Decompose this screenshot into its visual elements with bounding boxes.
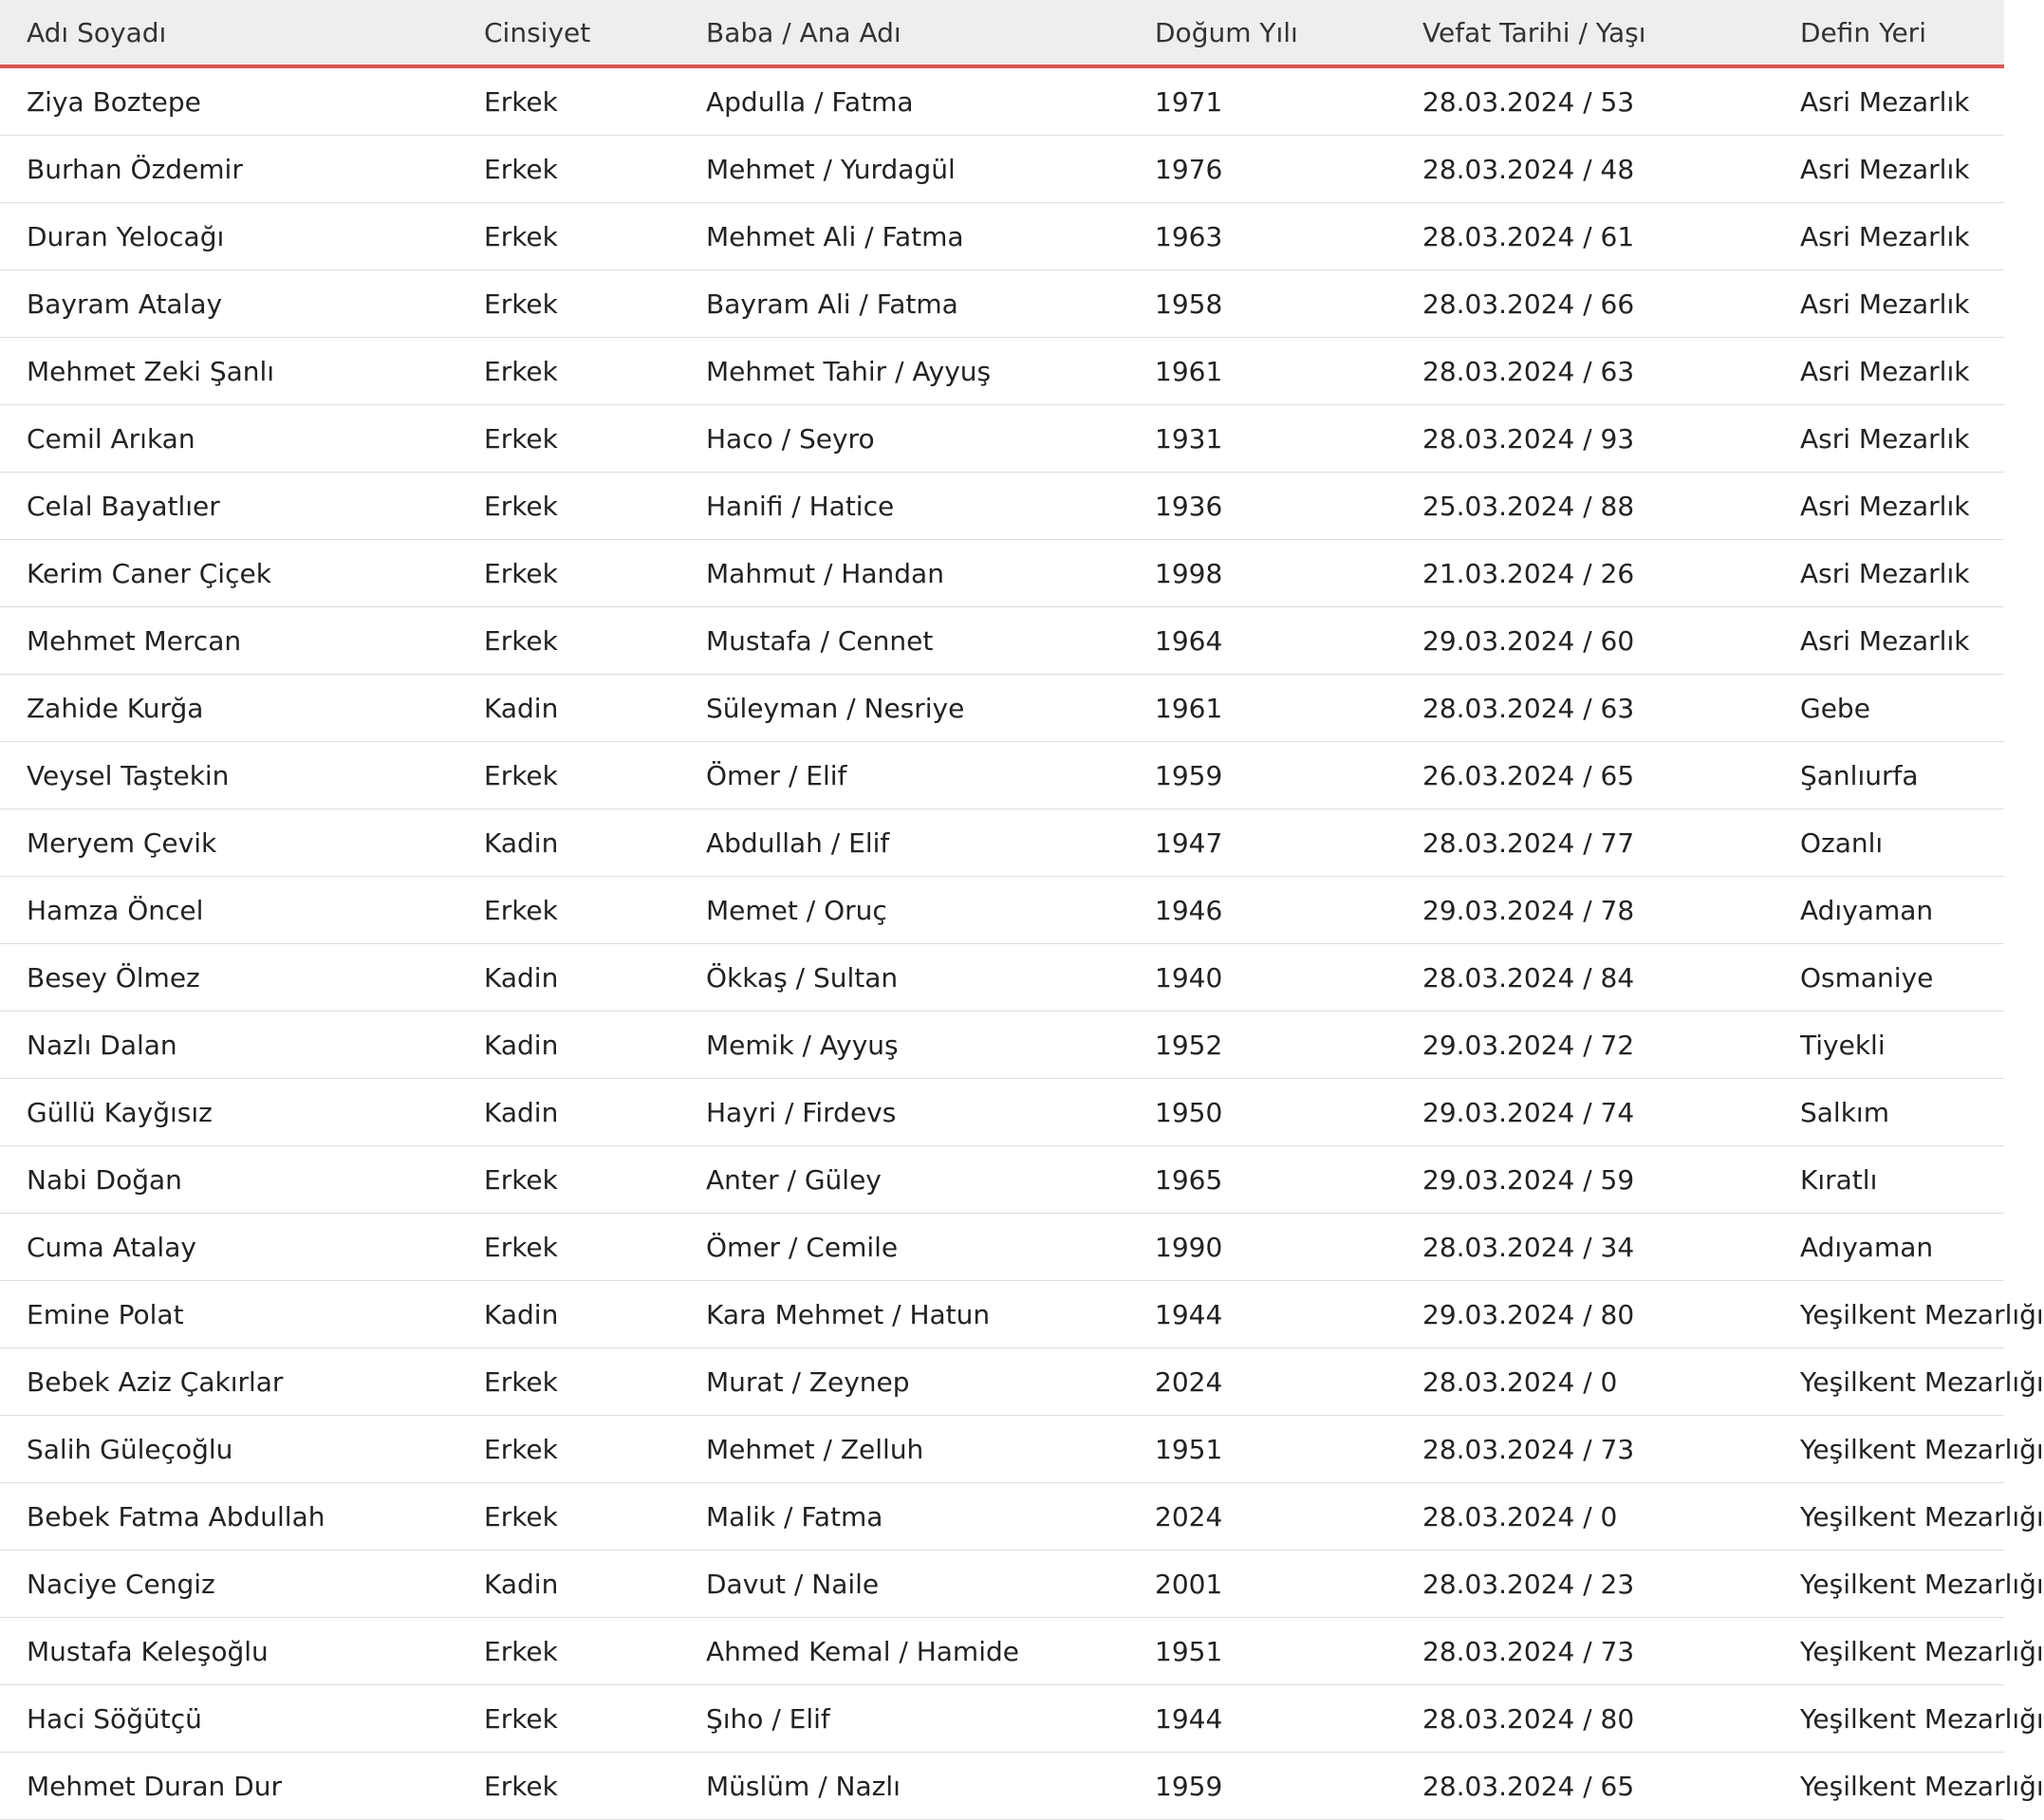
cell-death-date-age: 29.03.2024 / 72 bbox=[1396, 1012, 1774, 1079]
cell-gender: Erkek bbox=[457, 1618, 679, 1685]
table-row[interactable] bbox=[0, 1685, 2004, 1753]
cell-death-date-age: 28.03.2024 / 53 bbox=[1396, 66, 1774, 136]
table-row[interactable] bbox=[0, 540, 2004, 607]
table-row[interactable] bbox=[0, 1079, 2004, 1146]
cell-gender: Kadin bbox=[457, 1079, 679, 1146]
cell-parents: Ömer / Cemile bbox=[679, 1214, 1128, 1281]
table-row[interactable] bbox=[0, 338, 2004, 405]
table-row[interactable] bbox=[0, 1551, 2004, 1618]
cell-name: Nabi Doğan bbox=[0, 1146, 457, 1214]
cell-birth-year: 1950 bbox=[1128, 1079, 1396, 1146]
column-header-gender[interactable]: Cinsiyet bbox=[457, 0, 679, 66]
cell-burial-place: Asri Mezarlık bbox=[1774, 338, 2004, 405]
cell-death-date-age: 28.03.2024 / 73 bbox=[1396, 1416, 1774, 1483]
cell-birth-year: 1936 bbox=[1128, 473, 1396, 540]
cell-burial-place: Adıyaman bbox=[1774, 1214, 2004, 1281]
cell-parents: Ömer / Elif bbox=[679, 742, 1128, 809]
cell-burial-place: Yeşilkent Mezarlığı bbox=[1774, 1348, 2004, 1416]
cell-death-date-age: 29.03.2024 / 78 bbox=[1396, 877, 1774, 944]
cell-name: Mehmet Zeki Şanlı bbox=[0, 338, 457, 405]
cell-burial-place: Tiyekli bbox=[1774, 1012, 2004, 1079]
cell-parents: Memik / Ayyuş bbox=[679, 1012, 1128, 1079]
table-row[interactable] bbox=[0, 1146, 2004, 1214]
cell-death-date-age: 28.03.2024 / 84 bbox=[1396, 944, 1774, 1012]
cell-name: Mustafa Keleşoğlu bbox=[0, 1618, 457, 1685]
cell-parents: Süleyman / Nesriye bbox=[679, 675, 1128, 742]
table-row[interactable] bbox=[0, 473, 2004, 540]
cell-death-date-age: 28.03.2024 / 61 bbox=[1396, 203, 1774, 270]
cell-gender: Erkek bbox=[457, 338, 679, 405]
cell-death-date-age: 28.03.2024 / 48 bbox=[1396, 136, 1774, 203]
table-row[interactable] bbox=[0, 944, 2004, 1012]
cell-death-date-age: 28.03.2024 / 63 bbox=[1396, 675, 1774, 742]
cell-name: Haci Söğütçü bbox=[0, 1685, 457, 1753]
cell-gender: Kadin bbox=[457, 1012, 679, 1079]
cell-gender: Erkek bbox=[457, 1753, 679, 1820]
cell-name: Nazlı Dalan bbox=[0, 1012, 457, 1079]
cell-gender: Kadin bbox=[457, 1551, 679, 1618]
cell-parents: Memet / Oruç bbox=[679, 877, 1128, 944]
table-row[interactable] bbox=[0, 203, 2004, 270]
cell-name: Ziya Boztepe bbox=[0, 66, 457, 136]
cell-parents: Mehmet / Zelluh bbox=[679, 1416, 1128, 1483]
cell-birth-year: 1965 bbox=[1128, 1146, 1396, 1214]
table-row[interactable] bbox=[0, 136, 2004, 203]
cell-name: Bebek Fatma Abdullah bbox=[0, 1483, 457, 1551]
cell-birth-year: 1959 bbox=[1128, 742, 1396, 809]
cell-death-date-age: 28.03.2024 / 0 bbox=[1396, 1483, 1774, 1551]
cell-burial-place: Adıyaman bbox=[1774, 877, 2004, 944]
cell-name: Mehmet Duran Dur bbox=[0, 1753, 457, 1820]
cell-birth-year: 1951 bbox=[1128, 1416, 1396, 1483]
cell-burial-place: Asri Mezarlık bbox=[1774, 66, 2004, 136]
cell-gender: Erkek bbox=[457, 1416, 679, 1483]
cell-birth-year: 1958 bbox=[1128, 270, 1396, 338]
cell-name: Veysel Taştekin bbox=[0, 742, 457, 809]
cell-parents: Anter / Güley bbox=[679, 1146, 1128, 1214]
cell-birth-year: 2024 bbox=[1128, 1348, 1396, 1416]
table-row[interactable] bbox=[0, 1483, 2004, 1551]
column-header-birth-year[interactable]: Doğum Yılı bbox=[1128, 0, 1396, 66]
cell-parents: Ökkaş / Sultan bbox=[679, 944, 1128, 1012]
cell-parents: Ahmed Kemal / Hamide bbox=[679, 1618, 1128, 1685]
cell-name: Mehmet Mercan bbox=[0, 607, 457, 675]
cell-gender: Erkek bbox=[457, 742, 679, 809]
cell-death-date-age: 29.03.2024 / 74 bbox=[1396, 1079, 1774, 1146]
cell-death-date-age: 26.03.2024 / 65 bbox=[1396, 742, 1774, 809]
column-header-parents[interactable]: Baba / Ana Adı bbox=[679, 0, 1128, 66]
cell-death-date-age: 29.03.2024 / 59 bbox=[1396, 1146, 1774, 1214]
cell-name: Burhan Özdemir bbox=[0, 136, 457, 203]
cell-burial-place: Yeşilkent Mezarlığı bbox=[1774, 1753, 2004, 1820]
cell-gender: Erkek bbox=[457, 1214, 679, 1281]
cell-death-date-age: 29.03.2024 / 80 bbox=[1396, 1281, 1774, 1348]
table-row[interactable] bbox=[0, 877, 2004, 944]
cell-burial-place: Gebe bbox=[1774, 675, 2004, 742]
column-header-burial-place[interactable]: Defin Yeri bbox=[1774, 0, 2004, 66]
cell-birth-year: 1944 bbox=[1128, 1281, 1396, 1348]
cell-birth-year: 1940 bbox=[1128, 944, 1396, 1012]
cell-burial-place: Yeşilkent Mezarlığı bbox=[1774, 1618, 2004, 1685]
cell-parents: Mehmet Ali / Fatma bbox=[679, 203, 1128, 270]
cell-birth-year: 1947 bbox=[1128, 809, 1396, 877]
cell-name: Hamza Öncel bbox=[0, 877, 457, 944]
table-body bbox=[0, 66, 2044, 1820]
column-header-death-date-age[interactable]: Vefat Tarihi / Yaşı bbox=[1396, 0, 1774, 66]
cell-name: Cuma Atalay bbox=[0, 1214, 457, 1281]
table-row[interactable] bbox=[0, 675, 2004, 742]
cell-burial-place: Yeşilkent Mezarlığı bbox=[1774, 1685, 2004, 1753]
cell-death-date-age: 28.03.2024 / 23 bbox=[1396, 1551, 1774, 1618]
cell-burial-place: Yeşilkent Mezarlığı bbox=[1774, 1483, 2004, 1551]
cell-death-date-age: 25.03.2024 / 88 bbox=[1396, 473, 1774, 540]
cell-burial-place: Yeşilkent Mezarlığı bbox=[1774, 1416, 2004, 1483]
cell-birth-year: 1961 bbox=[1128, 675, 1396, 742]
cell-death-date-age: 28.03.2024 / 73 bbox=[1396, 1618, 1774, 1685]
table-row[interactable] bbox=[0, 66, 2004, 136]
cell-birth-year: 1961 bbox=[1128, 338, 1396, 405]
cell-birth-year: 2001 bbox=[1128, 1551, 1396, 1618]
cell-burial-place: Asri Mezarlık bbox=[1774, 473, 2004, 540]
cell-name: Güllü Kayğısız bbox=[0, 1079, 457, 1146]
cell-parents: Davut / Naile bbox=[679, 1551, 1128, 1618]
cell-name: Zahide Kurğa bbox=[0, 675, 457, 742]
table-row[interactable] bbox=[0, 1753, 2004, 1820]
table-row[interactable] bbox=[0, 1618, 2004, 1685]
cell-name: Celal Bayatlıer bbox=[0, 473, 457, 540]
cell-parents: Mehmet / Yurdagül bbox=[679, 136, 1128, 203]
cell-name: Cemil Arıkan bbox=[0, 405, 457, 473]
cell-birth-year: 1971 bbox=[1128, 66, 1396, 136]
cell-burial-place: Yeşilkent Mezarlığı bbox=[1774, 1281, 2004, 1348]
cell-gender: Erkek bbox=[457, 1483, 679, 1551]
cell-gender: Erkek bbox=[457, 540, 679, 607]
cell-burial-place: Asri Mezarlık bbox=[1774, 203, 2004, 270]
cell-parents: Haco / Seyro bbox=[679, 405, 1128, 473]
cell-burial-place: Asri Mezarlık bbox=[1774, 405, 2004, 473]
table-row[interactable] bbox=[0, 742, 2004, 809]
cell-birth-year: 1944 bbox=[1128, 1685, 1396, 1753]
cell-burial-place: Yeşilkent Mezarlığı bbox=[1774, 1551, 2004, 1618]
cell-birth-year: 1963 bbox=[1128, 203, 1396, 270]
table-row[interactable] bbox=[0, 1281, 2004, 1348]
cell-death-date-age: 21.03.2024 / 26 bbox=[1396, 540, 1774, 607]
cell-name: Bebek Aziz Çakırlar bbox=[0, 1348, 457, 1416]
cell-birth-year: 1990 bbox=[1128, 1214, 1396, 1281]
cell-parents: Hanifi / Hatice bbox=[679, 473, 1128, 540]
cell-birth-year: 1951 bbox=[1128, 1618, 1396, 1685]
cell-name: Duran Yelocağı bbox=[0, 203, 457, 270]
cell-name: Salih Güleçoğlu bbox=[0, 1416, 457, 1483]
cell-gender: Erkek bbox=[457, 1146, 679, 1214]
cell-parents: Murat / Zeynep bbox=[679, 1348, 1128, 1416]
cell-gender: Erkek bbox=[457, 66, 679, 136]
table-row[interactable] bbox=[0, 1012, 2004, 1079]
cell-gender: Erkek bbox=[457, 877, 679, 944]
cell-death-date-age: 28.03.2024 / 0 bbox=[1396, 1348, 1774, 1416]
cell-gender: Erkek bbox=[457, 270, 679, 338]
cell-gender: Erkek bbox=[457, 136, 679, 203]
cell-death-date-age: 28.03.2024 / 80 bbox=[1396, 1685, 1774, 1753]
cell-parents: Müslüm / Nazlı bbox=[679, 1753, 1128, 1820]
cell-parents: Bayram Ali / Fatma bbox=[679, 270, 1128, 338]
cell-gender: Erkek bbox=[457, 405, 679, 473]
cell-name: Bayram Atalay bbox=[0, 270, 457, 338]
cell-name: Besey Ölmez bbox=[0, 944, 457, 1012]
cell-parents: Mustafa / Cennet bbox=[679, 607, 1128, 675]
cell-parents: Kara Mehmet / Hatun bbox=[679, 1281, 1128, 1348]
cell-death-date-age: 28.03.2024 / 93 bbox=[1396, 405, 1774, 473]
cell-gender: Erkek bbox=[457, 607, 679, 675]
cell-death-date-age: 28.03.2024 / 77 bbox=[1396, 809, 1774, 877]
cell-name: Emine Polat bbox=[0, 1281, 457, 1348]
cell-burial-place: Asri Mezarlık bbox=[1774, 607, 2004, 675]
cell-burial-place: Kıratlı bbox=[1774, 1146, 2004, 1214]
cell-birth-year: 2024 bbox=[1128, 1483, 1396, 1551]
cell-parents: Abdullah / Elif bbox=[679, 809, 1128, 877]
cell-parents: Şıho / Elif bbox=[679, 1685, 1128, 1753]
cell-name: Naciye Cengiz bbox=[0, 1551, 457, 1618]
cell-gender: Kadin bbox=[457, 675, 679, 742]
table-row[interactable] bbox=[0, 1348, 2004, 1416]
cell-birth-year: 1959 bbox=[1128, 1753, 1396, 1820]
table-row[interactable] bbox=[0, 1416, 2004, 1483]
cell-birth-year: 1931 bbox=[1128, 405, 1396, 473]
table-row[interactable] bbox=[0, 1214, 2004, 1281]
table-header bbox=[0, 0, 2004, 66]
table-row[interactable] bbox=[0, 809, 2004, 877]
cell-burial-place: Salkım bbox=[1774, 1079, 2004, 1146]
cell-death-date-age: 28.03.2024 / 66 bbox=[1396, 270, 1774, 338]
cell-parents: Malik / Fatma bbox=[679, 1483, 1128, 1551]
cell-gender: Erkek bbox=[457, 1348, 679, 1416]
column-header-name[interactable]: Adı Soyadı bbox=[0, 0, 457, 66]
cell-burial-place: Asri Mezarlık bbox=[1774, 540, 2004, 607]
cell-burial-place: Ozanlı bbox=[1774, 809, 2004, 877]
header-row bbox=[0, 0, 2004, 66]
cell-gender: Erkek bbox=[457, 473, 679, 540]
cell-gender: Kadin bbox=[457, 1281, 679, 1348]
cell-parents: Hayri / Firdevs bbox=[679, 1079, 1128, 1146]
table-row[interactable] bbox=[0, 607, 2004, 675]
cell-gender: Kadin bbox=[457, 944, 679, 1012]
cell-burial-place: Şanlıurfa bbox=[1774, 742, 2004, 809]
cell-name: Meryem Çevik bbox=[0, 809, 457, 877]
cell-parents: Mahmut / Handan bbox=[679, 540, 1128, 607]
cell-burial-place: Osmaniye bbox=[1774, 944, 2004, 1012]
cell-birth-year: 1976 bbox=[1128, 136, 1396, 203]
cell-birth-year: 1946 bbox=[1128, 877, 1396, 944]
cell-death-date-age: 28.03.2024 / 65 bbox=[1396, 1753, 1774, 1820]
cell-parents: Apdulla / Fatma bbox=[679, 66, 1128, 136]
cell-gender: Erkek bbox=[457, 203, 679, 270]
cell-gender: Kadin bbox=[457, 809, 679, 877]
cell-burial-place: Asri Mezarlık bbox=[1774, 270, 2004, 338]
cell-gender: Erkek bbox=[457, 1685, 679, 1753]
cell-birth-year: 1964 bbox=[1128, 607, 1396, 675]
cell-burial-place: Asri Mezarlık bbox=[1774, 136, 2004, 203]
cell-name: Kerim Caner Çiçek bbox=[0, 540, 457, 607]
cell-birth-year: 1952 bbox=[1128, 1012, 1396, 1079]
cell-death-date-age: 28.03.2024 / 63 bbox=[1396, 338, 1774, 405]
table-row[interactable] bbox=[0, 270, 2004, 338]
cell-death-date-age: 29.03.2024 / 60 bbox=[1396, 607, 1774, 675]
cell-birth-year: 1998 bbox=[1128, 540, 1396, 607]
table-row[interactable] bbox=[0, 405, 2004, 473]
cell-parents: Mehmet Tahir / Ayyuş bbox=[679, 338, 1128, 405]
cell-death-date-age: 28.03.2024 / 34 bbox=[1396, 1214, 1774, 1281]
